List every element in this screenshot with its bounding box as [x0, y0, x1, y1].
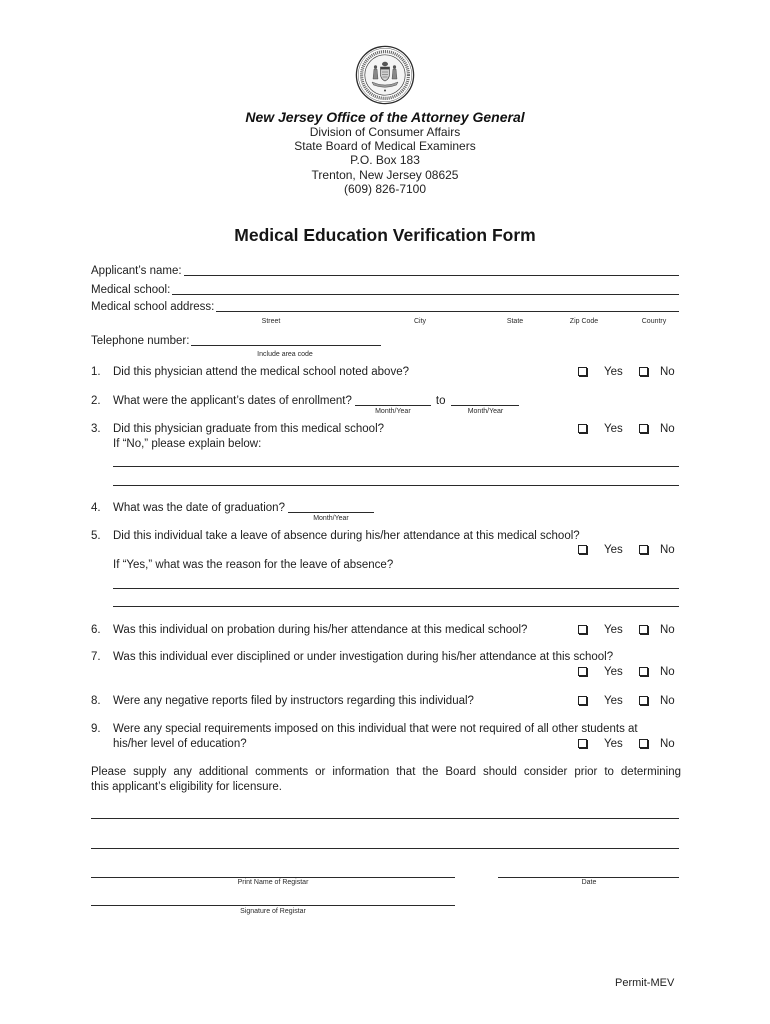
q6-yes-checkbox[interactable]: [578, 625, 587, 634]
telephone-row: [91, 334, 381, 348]
q7-no-checkbox[interactable]: [639, 667, 648, 676]
question-text: Was this individual ever disciplined or under investigation during his/her attendance at this school?: [113, 651, 614, 663]
applicant-name-row: [91, 264, 679, 278]
graduation-date-field: [288, 501, 374, 522]
registrar-signature-caption: Signature of Registar: [240, 908, 306, 915]
no-label: No: [660, 695, 675, 707]
question-4: [91, 501, 679, 522]
yes-label: Yes: [604, 624, 623, 636]
date-caption: Date: [581, 879, 597, 886]
no-label: No: [660, 544, 675, 556]
office-title: New Jersey Office of the Attorney General: [245, 109, 525, 125]
comments-line-1[interactable]: [91, 807, 679, 819]
address-country-caption: Country: [641, 318, 667, 325]
q3-yes-checkbox[interactable]: [578, 424, 587, 433]
q8-answer: [578, 694, 679, 708]
city-state-zip: Trenton, New Jersey 08625: [311, 167, 459, 182]
q6-no-checkbox[interactable]: [639, 625, 648, 634]
question-5: [91, 529, 679, 543]
question-9: [91, 722, 679, 736]
date-input[interactable]: [498, 866, 679, 878]
question-text: What were the applicant’s dates of enrollment?: [113, 395, 352, 407]
no-label: No: [660, 624, 675, 636]
q9-answer: [578, 737, 679, 751]
form-title: Medical Education Verification Form: [234, 225, 536, 245]
question-number: 1.: [91, 366, 101, 378]
q6-answer: [578, 623, 679, 637]
q1-yes-checkbox[interactable]: [578, 367, 587, 376]
question-2: [91, 394, 679, 415]
graduation-date-input[interactable]: [288, 501, 374, 513]
question-number: 2.: [91, 395, 101, 407]
enrollment-end-caption: Month/Year: [467, 408, 504, 415]
q8-no-checkbox[interactable]: [639, 696, 648, 705]
yes-label: Yes: [604, 666, 623, 678]
telephone-label: Telephone number:: [91, 335, 190, 347]
address-state-caption: State: [506, 318, 524, 325]
question-number: 6.: [91, 624, 101, 636]
no-label: No: [660, 738, 675, 750]
enrollment-end-field: [451, 394, 519, 415]
q5-no-checkbox[interactable]: [639, 545, 648, 554]
question-text: Were any negative reports filed by instructors regarding this individual?: [113, 695, 474, 707]
no-label: No: [660, 666, 675, 678]
registrar-name-caption: Print Name of Registar: [237, 879, 309, 886]
question-text-line-2: his/her level of education?: [113, 738, 247, 750]
state-seal: [355, 45, 415, 105]
question-7: [91, 650, 679, 664]
q7-answer: [578, 665, 679, 679]
medical-school-address-input[interactable]: [216, 300, 679, 312]
question-text: Did this physician graduate from this medical school?: [113, 423, 385, 435]
q3-answer: [578, 422, 679, 436]
q7-yes-checkbox[interactable]: [578, 667, 587, 676]
comments-instructions-line-2: this applicant’s eligibility for licensure.: [91, 781, 282, 793]
address-city-caption: City: [413, 318, 427, 325]
address-block: [0, 125, 770, 196]
po-box: P.O. Box 183: [350, 153, 420, 168]
enrollment-start-input[interactable]: [355, 394, 431, 406]
yes-label: Yes: [604, 366, 623, 378]
explanation-line-1[interactable]: [113, 455, 679, 467]
medical-school-row: [91, 283, 679, 297]
enrollment-start-field: [355, 394, 431, 415]
yes-label: Yes: [604, 423, 623, 435]
question-number: 8.: [91, 695, 101, 707]
q8-yes-checkbox[interactable]: [578, 696, 587, 705]
q3-no-checkbox[interactable]: [639, 424, 648, 433]
medical-school-address-row: [91, 300, 679, 314]
comments-instructions-line-1: Please supply any additional comments or information that the Board should consider prior to determining: [91, 766, 681, 778]
no-label: No: [660, 423, 675, 435]
question-number: 7.: [91, 651, 101, 663]
q9-no-checkbox[interactable]: [639, 739, 648, 748]
q1-no-checkbox[interactable]: [639, 367, 648, 376]
enrollment-end-input[interactable]: [451, 394, 519, 406]
board-name: State Board of Medical Examiners: [294, 139, 476, 154]
office-phone: (609) 826-7100: [343, 181, 427, 196]
form-code: Permit-MEV: [615, 977, 675, 989]
yes-label: Yes: [604, 544, 623, 556]
question-3-followup: If “No,” please explain below:: [113, 438, 262, 450]
question-text: Did this individual take a leave of absence during his/her attendance at this medical school?: [113, 530, 580, 542]
yes-label: Yes: [604, 695, 623, 707]
q9-yes-checkbox[interactable]: [578, 739, 587, 748]
question-number: 4.: [91, 502, 101, 514]
leave-reason-line-2[interactable]: [113, 595, 679, 607]
medical-school-label: Medical school:: [91, 284, 171, 296]
question-text: What was the date of graduation?: [113, 502, 285, 514]
medical-school-input[interactable]: [172, 283, 679, 295]
comments-line-2[interactable]: [91, 837, 679, 849]
graduation-date-caption: Month/Year: [313, 515, 349, 522]
date-range-connector: to: [435, 395, 446, 407]
address-street-caption: Street: [261, 318, 281, 325]
telephone-caption: Include area code: [257, 351, 313, 358]
medical-school-address-label: Medical school address:: [91, 301, 215, 313]
question-number: 3.: [91, 423, 101, 435]
question-number: 9.: [91, 723, 101, 735]
question-text-line-1: Were any special requirements imposed on this individual that were not required of all other students at: [113, 723, 638, 735]
address-zip-caption: Zip Code: [569, 318, 599, 325]
telephone-input[interactable]: [191, 334, 381, 346]
q5-yes-checkbox[interactable]: [578, 545, 587, 554]
applicant-name-input[interactable]: [184, 264, 679, 276]
applicant-name-label: Applicant’s name:: [91, 265, 182, 277]
registrar-name-input[interactable]: [91, 866, 455, 878]
question-text: Did this physician attend the medical school noted above?: [113, 366, 409, 378]
q5-answer: [578, 543, 679, 557]
leave-reason-line-1[interactable]: [113, 577, 679, 589]
enrollment-start-caption: Month/Year: [375, 408, 411, 415]
division-name: Division of Consumer Affairs: [309, 125, 461, 139]
q1-answer: [578, 365, 679, 379]
registrar-signature-input[interactable]: [91, 894, 455, 906]
question-5-followup: If “Yes,” what was the reason for the leave of absence?: [113, 559, 394, 571]
question-text: Was this individual on probation during his/her attendance at this medical school?: [113, 624, 528, 636]
explanation-line-2[interactable]: [113, 474, 679, 486]
no-label: No: [660, 366, 675, 378]
question-number: 5.: [91, 530, 101, 542]
yes-label: Yes: [604, 738, 623, 750]
